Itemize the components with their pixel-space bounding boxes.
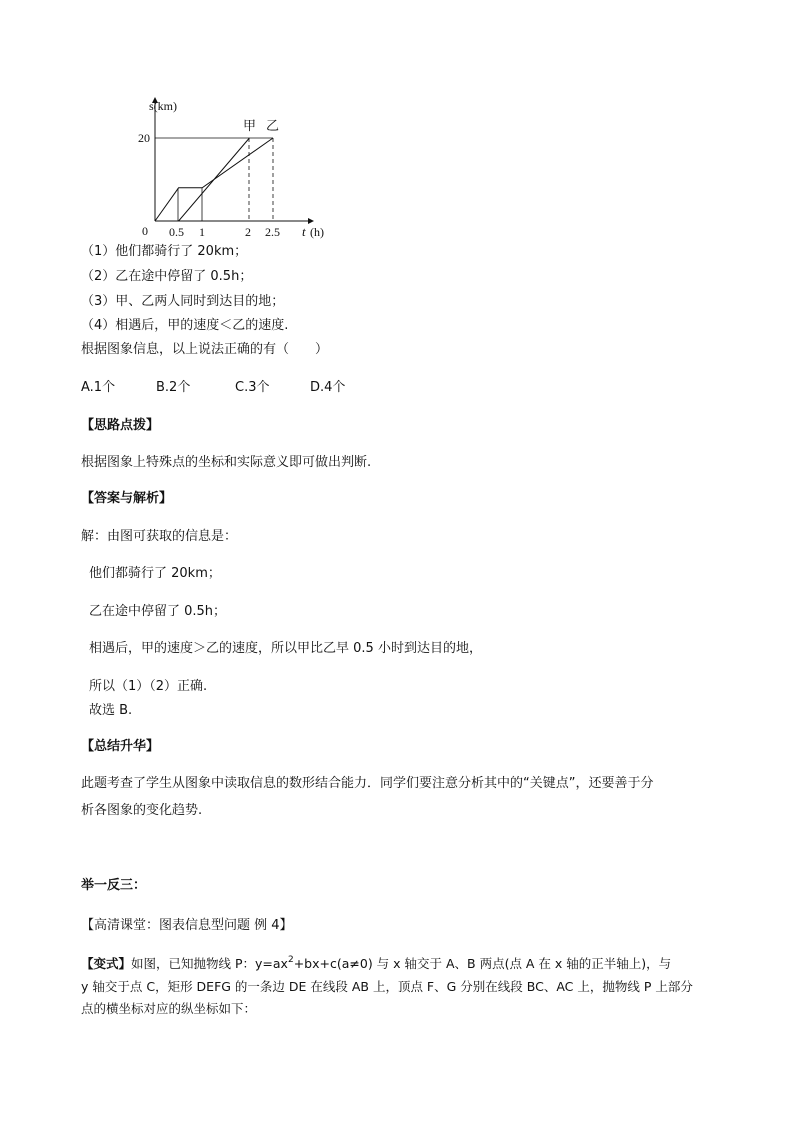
- variant-text-1b: +bx+c(a≠0) 与 x 轴交于 A、B 两点(点 A 在 x 轴的正半轴上)，与: [293, 956, 672, 971]
- option-c: C.3个: [235, 380, 270, 395]
- series-label-yi: 乙: [266, 118, 280, 133]
- summary-line-1: 此题考查了学生从图象中读取信息的数形结合能力．同学们要注意分析其中的“关键点”，还要善于分: [81, 776, 654, 791]
- x-tick-2: 2: [245, 225, 251, 239]
- y-axis-label: s(km): [149, 99, 177, 113]
- answer-line-5: 故选 B.: [89, 703, 133, 718]
- origin-label: 0: [142, 224, 148, 238]
- series-label-jia: 甲: [243, 118, 257, 133]
- x-axis-label: t: [302, 224, 306, 239]
- section-title: 举一反三：: [81, 878, 147, 893]
- class-tag: 【高清课堂：图表信息型问题 例 4】: [81, 918, 293, 933]
- x-tick-0-5: 0.5: [169, 225, 184, 239]
- option-b: B.2个: [156, 380, 191, 395]
- question-prompt: 根据图象信息，以上说法正确的有（ ）: [81, 342, 329, 357]
- variant-line-2: y 轴交于点 C，矩形 DEFG 的一条边 DE 在线段 AB 上，顶点 F、G 分别在线段 BC、AC 上，抛物线 P 上部分: [81, 979, 693, 994]
- statement-3: （3）甲、乙两人同时到达目的地；: [81, 294, 285, 309]
- statement-1: （1）他们都骑行了 20km；: [81, 244, 248, 259]
- distance-time-graph: [130, 90, 340, 242]
- variant-tag: 【变式】: [81, 956, 132, 971]
- y-tick-20: 20: [138, 131, 150, 145]
- answer-intro: 解：由图可获取的信息是：: [81, 529, 238, 544]
- summary-line-2: 析各图象的变化趋势.: [81, 803, 203, 818]
- hint-text: 根据图象上特殊点的坐标和实际意义即可做出判断.: [81, 455, 372, 470]
- x-tick-2-5: 2.5: [265, 225, 280, 239]
- variant-text-1a: 如图，已知抛物线 P：y=ax: [131, 956, 288, 971]
- exponent-2: 2: [287, 955, 294, 965]
- variant-line-3: 点的横坐标对应的纵坐标如下：: [81, 1001, 257, 1016]
- statement-2: （2）乙在途中停留了 0.5h；: [81, 269, 253, 284]
- x-tick-1: 1: [199, 225, 205, 239]
- x-axis-unit: (h): [310, 225, 324, 239]
- option-a: A.1个: [81, 380, 116, 395]
- option-d: D.4个: [310, 380, 346, 395]
- hint-heading: 【思路点拨】: [81, 418, 160, 433]
- answer-line-2: 乙在途中停留了 0.5h；: [89, 604, 227, 619]
- variant-line-1: [81, 956, 671, 972]
- answer-line-1: 他们都骑行了 20km；: [89, 566, 221, 581]
- answer-line-4: 所以（1）（2）正确.: [89, 679, 208, 694]
- summary-heading: 【总结升华】: [81, 739, 160, 754]
- answer-heading: 【答案与解析】: [81, 491, 173, 506]
- answer-line-3: 相遇后，甲的速度＞乙的速度，所以甲比乙早 0.5 小时到达目的地，: [89, 641, 482, 656]
- statement-4: （4）相遇后，甲的速度＜乙的速度.: [81, 318, 289, 333]
